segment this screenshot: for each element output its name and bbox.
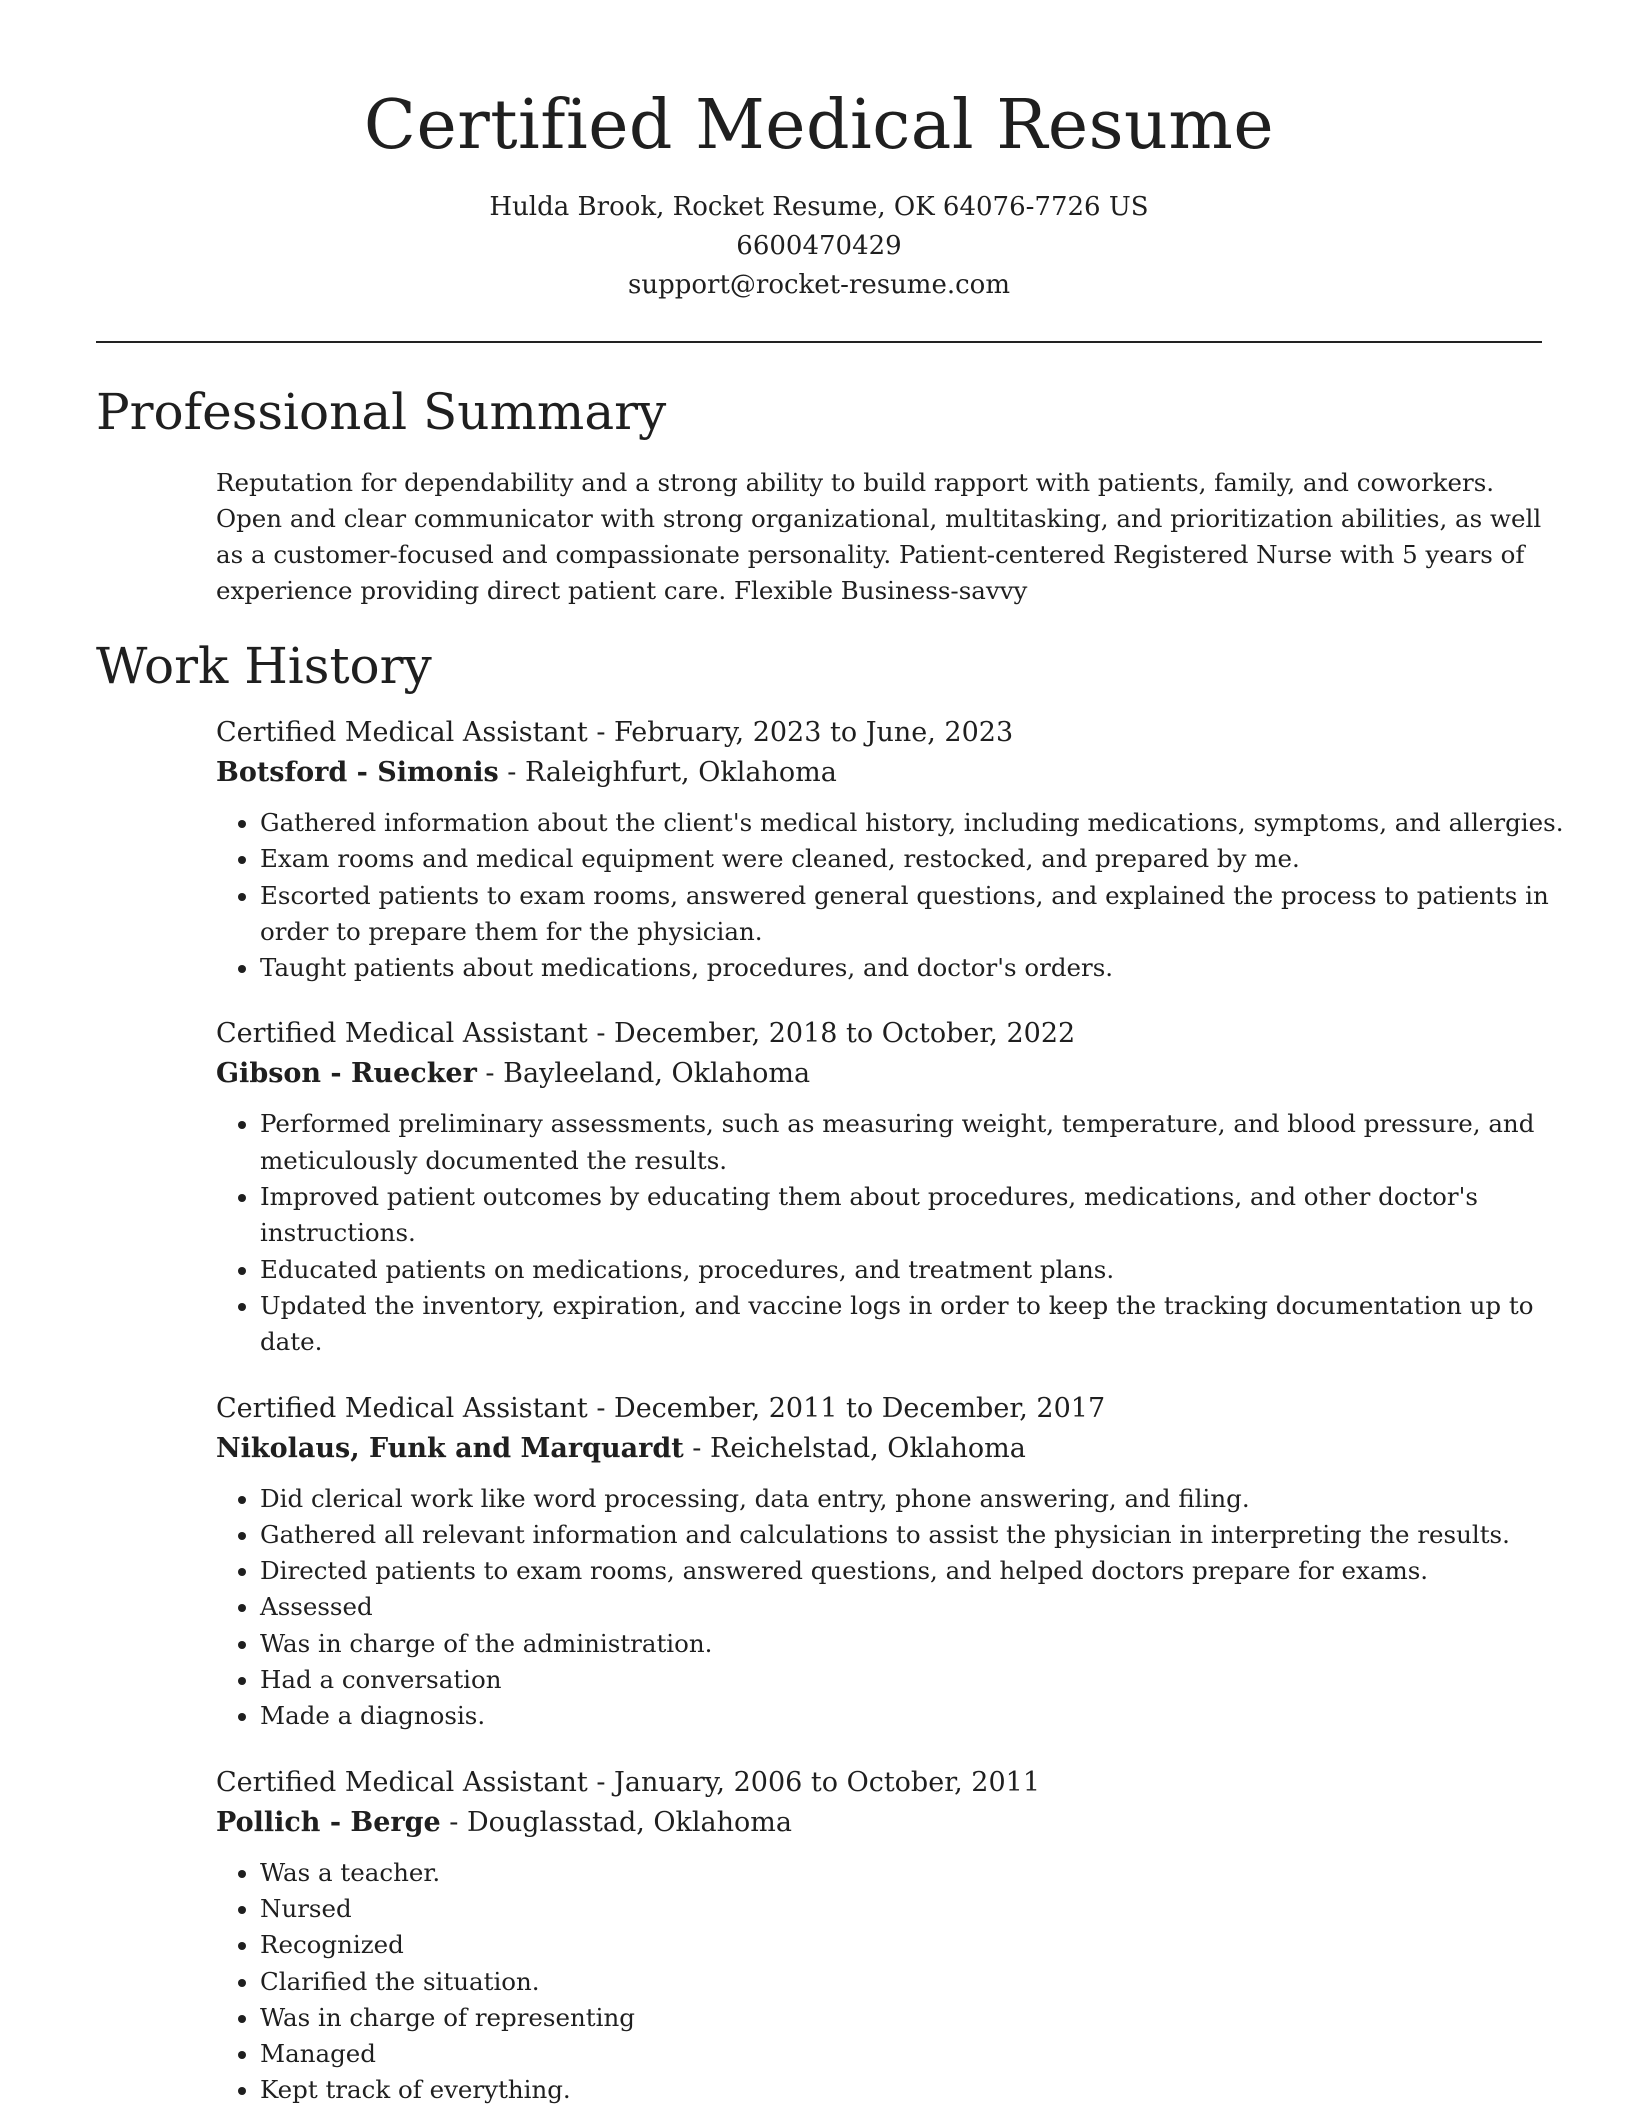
list-item: • Escorted patients to exam rooms, answered general questions, and explained the process to patients in order to prepare them for the physician. — [260, 878, 1570, 951]
job-company: Botsford - Simonis — [216, 757, 499, 788]
list-item: • Was in charge of representing — [260, 2000, 1570, 2036]
job-entry — [216, 713, 1564, 986]
list-item: • Taught patients about medications, procedures, and doctor's orders. — [260, 950, 1570, 986]
job-bullets — [216, 805, 1570, 986]
contact-email: support@rocket-resume.com — [627, 270, 1010, 300]
job-location: - Raleighfurt, Oklahoma — [498, 757, 837, 788]
job-dates: - December, 2011 to December, 2017 — [587, 1392, 1106, 1424]
list-item: • Kept track of everything. — [260, 2072, 1570, 2108]
job-title: Certified Medical Assistant — [216, 1018, 588, 1050]
contact-phone: 6600470429 — [736, 231, 902, 261]
job-entry — [216, 1763, 1542, 2109]
contact-block — [96, 188, 1542, 305]
job-title: Certified Medical Assistant — [216, 717, 588, 748]
job-dates: - January, 2006 to October, 2011 — [587, 1766, 1041, 1798]
job-title-line — [216, 1389, 1542, 1429]
job-title-line — [216, 713, 1542, 753]
job-company-line — [216, 1429, 1542, 1469]
header-divider — [96, 341, 1542, 343]
list-item: • Improved patient outcomes by educating them about procedures, medications, and other doctor's instructions. — [260, 1179, 1570, 1252]
resume-title: Certified Medical Resume — [363, 86, 1275, 165]
list-item: • Gathered information about the client's medical history, including medications, symptoms, and allergies. — [260, 805, 1570, 841]
list-item: • Had a conversation — [260, 1662, 1570, 1698]
list-item: • Was in charge of the administration. — [260, 1626, 1570, 1662]
job-title: Certified Medical Assistant — [216, 1766, 588, 1798]
resume-page — [96, 0, 1564, 2109]
list-item: • Directed patients to exam rooms, answered questions, and helped doctors prepare for exams. — [260, 1553, 1570, 1589]
list-item: • Was a teacher. — [260, 1855, 1570, 1891]
job-dates: - December, 2018 to October, 2022 — [587, 1018, 1076, 1050]
list-item: • Assessed — [260, 1589, 1570, 1625]
list-item: • Did clerical work like word processing, data entry, phone answering, and filing. — [260, 1481, 1570, 1517]
work-history-list — [96, 713, 1564, 2109]
job-entry — [216, 1389, 1542, 1735]
job-company: Gibson - Ruecker — [216, 1058, 477, 1090]
work-history-heading: Work History — [96, 637, 432, 695]
job-company: Nikolaus, Funk and Marquardt — [216, 1432, 684, 1464]
job-company: Pollich - Berge — [216, 1806, 441, 1838]
summary-text: Reputation for dependability and a strong ability to build rapport with patients, family, and coworkers. Open and clear communicator with strong organizational, multitasking, and prioritization abilities, as well as a customer-focused and compassionate personality. Patient-centered Registered Nurse with 5 years of experience providing direct patient care. Flexible Business-savvy — [216, 468, 1542, 605]
job-title-line — [216, 1014, 1542, 1054]
contact-address: Hulda Brook, Rocket Resume, OK 64076-7726 US — [489, 192, 1149, 222]
job-location: - Bayleeland, Oklahoma — [476, 1058, 811, 1090]
job-company-line — [216, 1054, 1542, 1094]
job-bullets — [216, 1855, 1570, 2109]
job-location: - Reichelstad, Oklahoma — [683, 1432, 1026, 1464]
list-item: • Gathered all relevant information and calculations to assist the physician in interpreting the results. — [260, 1517, 1570, 1553]
list-item: • Made a diagnosis. — [260, 1698, 1570, 1734]
list-item: • Performed preliminary assessments, such as measuring weight, temperature, and blood pressure, and meticulously documented the results. — [260, 1106, 1570, 1179]
list-item: • Recognized — [260, 1927, 1570, 1963]
job-bullets — [216, 1106, 1570, 1360]
job-entry — [216, 1014, 1542, 1360]
job-company-line — [216, 1803, 1542, 1843]
job-dates: - February, 2023 to June, 2023 — [587, 717, 1014, 748]
job-bullets — [216, 1481, 1570, 1735]
job-location: - Douglasstad, Oklahoma — [440, 1806, 792, 1838]
list-item: • Nursed — [260, 1891, 1570, 1927]
list-item: • Updated the inventory, expiration, and vaccine logs in order to keep the tracking documentation up to date. — [260, 1288, 1570, 1361]
summary-heading: Professional Summary — [96, 383, 667, 441]
list-item: • Clarified the situation. — [260, 1964, 1570, 2000]
list-item: • Managed — [260, 2036, 1570, 2072]
list-item: • Educated patients on medications, procedures, and treatment plans. — [260, 1252, 1570, 1288]
job-title-line — [216, 1763, 1542, 1803]
job-title: Certified Medical Assistant — [216, 1392, 588, 1424]
list-item: • Exam rooms and medical equipment were cleaned, restocked, and prepared by me. — [260, 841, 1570, 877]
job-company-line — [216, 753, 1542, 793]
